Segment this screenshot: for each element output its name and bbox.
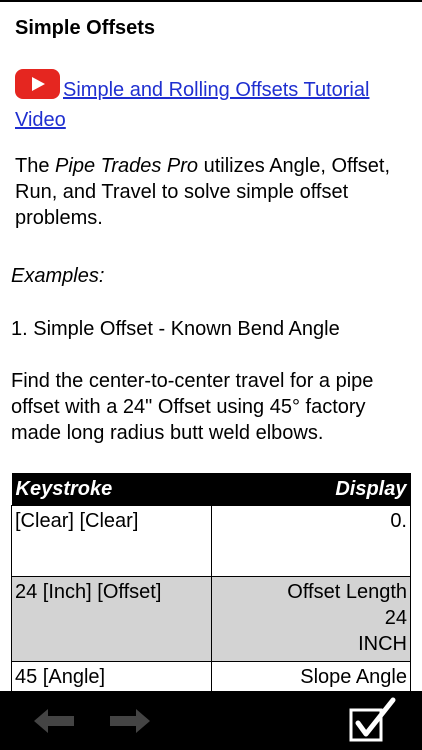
display-line: Slope Angle <box>300 666 407 688</box>
display-header: Display <box>212 473 411 506</box>
table-row <box>12 506 411 577</box>
keystroke-cell: 24 [Inch] [Offset] <box>12 577 212 662</box>
bottom-toolbar <box>0 691 422 750</box>
keystroke-table <box>11 473 411 691</box>
example-1-title: 1. Simple Offset - Known Bend Angle <box>11 318 340 340</box>
checkmark-icon[interactable] <box>348 697 396 743</box>
intro-text-after: utilizes Angle, Offset, Run, and Travel to solve simple offset problems. <box>15 155 391 229</box>
display-line: 0. <box>390 510 407 532</box>
table-header-row <box>12 473 411 506</box>
product-name: Pipe Trades Pro <box>55 155 199 177</box>
table-row <box>12 577 411 662</box>
display-line: Offset Length <box>287 581 407 603</box>
page-title: Simple Offsets <box>15 17 156 39</box>
help-content[interactable] <box>0 2 422 691</box>
arrow-left-icon[interactable] <box>34 709 74 733</box>
table-row <box>12 662 411 692</box>
tutorial-video-link-text[interactable]: Simple and Rolling Offsets Tutorial Video <box>15 79 370 131</box>
examples-label: Examples: <box>11 265 105 287</box>
display-cell <box>212 506 411 577</box>
keystroke-cell: 45 [Angle] <box>12 662 212 692</box>
keystroke-header: Keystroke <box>12 473 212 506</box>
example-1-description: Find the center-to-center travel for a pipe offset with a 24" Offset using 45° factory made long radius butt weld elbows. <box>11 370 374 444</box>
youtube-play-icon[interactable] <box>15 69 60 99</box>
display-cell <box>212 577 411 662</box>
intro-text-before: The <box>15 155 56 177</box>
tutorial-video-link[interactable] <box>15 69 415 135</box>
display-line: INCH <box>358 633 407 655</box>
display-line: 24 <box>384 607 407 629</box>
display-cell <box>212 662 411 692</box>
intro-paragraph <box>15 153 407 231</box>
keystroke-cell: [Clear] [Clear] <box>12 506 212 577</box>
arrow-right-icon[interactable] <box>110 709 150 733</box>
